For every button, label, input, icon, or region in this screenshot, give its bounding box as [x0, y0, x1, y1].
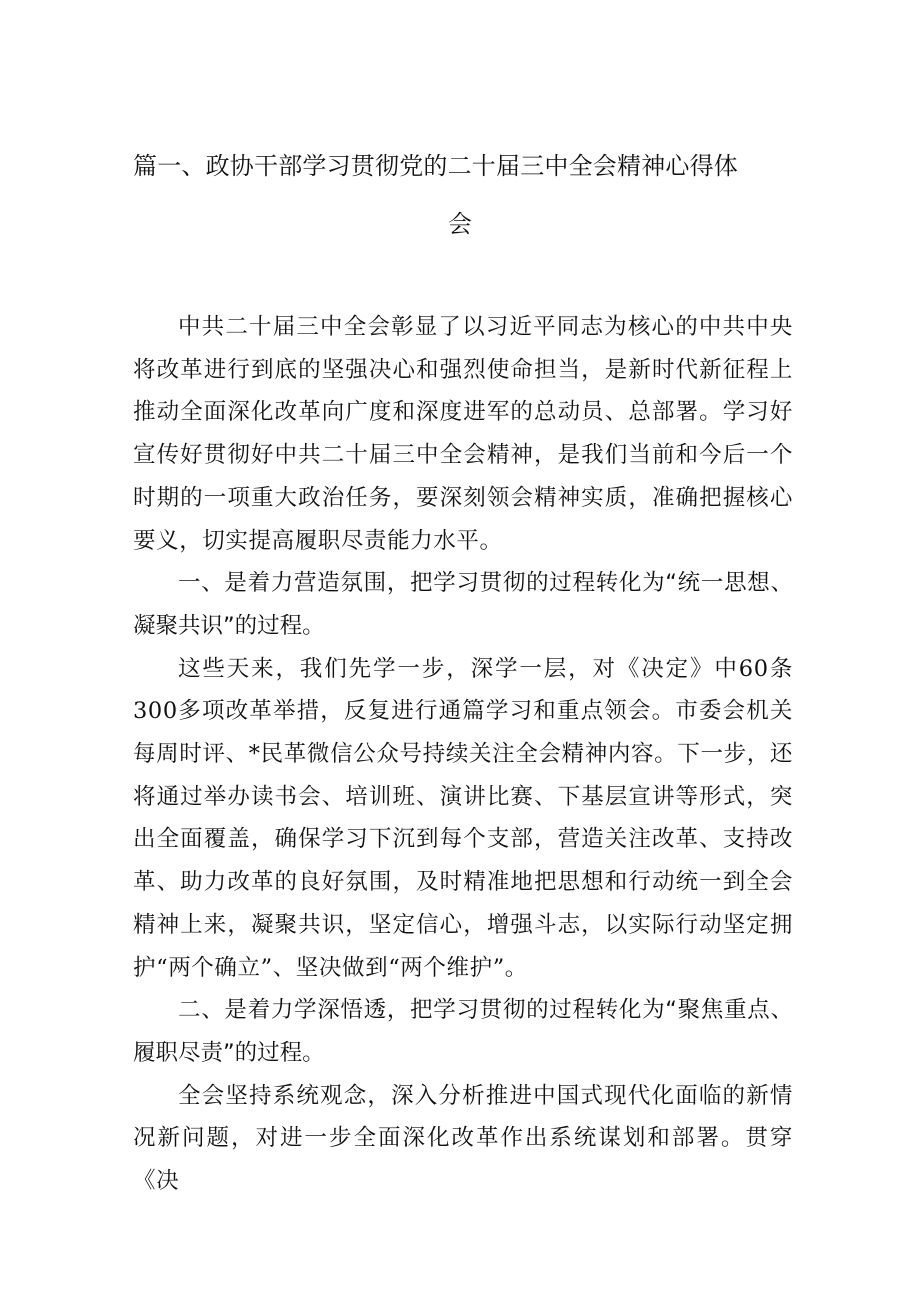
section-2-paragraph: 全会坚持系统观念，深入分析推进中国式现代化面临的新情况新问题，对进一步全面深化改革作出系统谋划和部署。贯穿《决: [133, 1082, 793, 1195]
section-1-paragraph: 这些天来，我们先学一步，深学一层，对《决定》中60条300多项改革举措，反复进行通篇学习和重点领会。市委会机关每周时评、*民革微信公众号持续关注全会精神内容。下一步，还将通过举办读书会、培训班、演讲比赛、下基层宣讲等形式，突出全面覆盖，确保学习下沉到每个支部，营造关注改革、支持改革、助力改革的良好氛围，及时精准地把思想和行动统一到全会精神上来，凝聚共识，坚定信心，增强斗志，以实际行动坚定拥护“两个确立”、坚决做到“两个维护”。: [133, 655, 793, 981]
document-body: [133, 306, 793, 1203]
intro-paragraph: 中共二十届三中全会彰显了以习近平同志为核心的中共中央将改革进行到底的坚强决心和强烈使命担当，是新时代新征程上推动全面深化改革向广度和深度进军的总动员、总部署。学习好宣传好贯彻好中共二十届三中全会精神，是我们当前和今后一个时期的一项重大政治任务，要深刻领会精神实质，准确把握核心要义，切实提高履职尽责能力水平。: [133, 314, 793, 554]
section-heading-2: 二、是着力学深悟透，把学习贯彻的过程转化为“聚焦重点、履职尽责”的过程。: [133, 997, 793, 1066]
document-title-line-1: 篇一、政协干部学习贯彻党的二十届三中全会精神心得体: [133, 152, 738, 180]
section-heading-1: 一、是着力营造氛围，把学习贯彻的过程转化为“统一思想、凝聚共识”的过程。: [133, 570, 793, 639]
document-title-line-2: 会: [448, 210, 472, 238]
